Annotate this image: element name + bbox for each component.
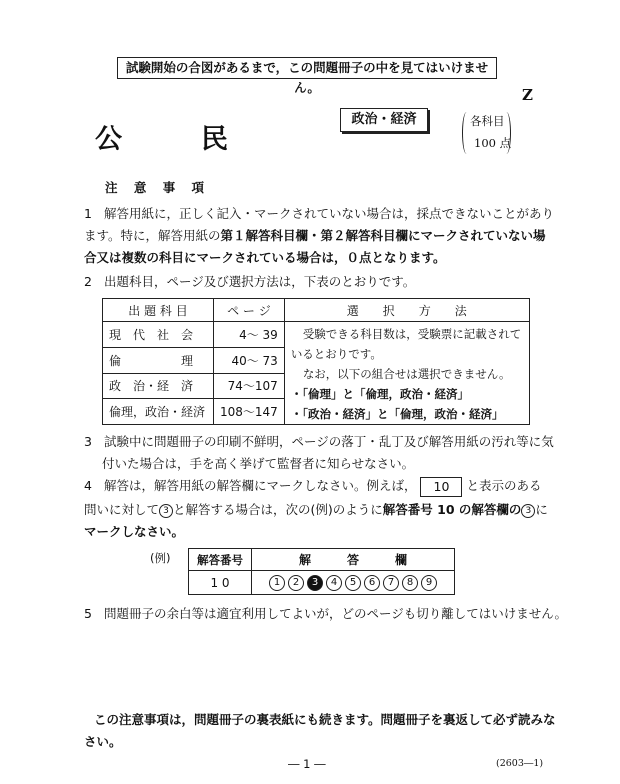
answer-bubble-5: 5 xyxy=(345,575,361,591)
table-row xyxy=(103,322,530,348)
note-1-line-2 xyxy=(84,226,546,244)
note-4-text-2d: に xyxy=(535,502,548,517)
note-5-text: 問題冊子の余白等は適宜利用してよいが，どのページも切り離してはいけません。 xyxy=(103,606,567,621)
note-1-line-3 xyxy=(84,248,446,266)
method-line-3: なお，以下の組合せは選択できません。 xyxy=(302,367,511,381)
table-cell-method xyxy=(284,322,529,425)
note-2-number: 2 xyxy=(84,274,92,289)
note-4-text-1b: と表示のある xyxy=(466,478,542,493)
note-1-text-3a: 合又は複数の科目にマークされている場合は， xyxy=(84,250,347,265)
table-cell-pages: 108〜147 xyxy=(214,399,285,425)
note-4-line-3: マークしなさい。 xyxy=(84,524,185,539)
variant-code: Z xyxy=(522,86,533,104)
answer-bubble-2: 2 xyxy=(288,575,304,591)
note-5-number: 5 xyxy=(84,606,92,621)
table-header-subject: 出 題 科 目 xyxy=(103,299,214,322)
example-label: (例) xyxy=(150,551,171,565)
notes-title: 注 意 事 項 xyxy=(105,180,211,195)
note-3-line-1 xyxy=(84,432,554,450)
points-label: 各科目 xyxy=(470,114,505,128)
table-header-method: 選 択 方 法 xyxy=(284,299,529,322)
table-cell-pages: 40〜 73 xyxy=(214,347,285,373)
answer-bubble-1: 1 xyxy=(269,575,285,591)
note-5-line xyxy=(84,604,567,622)
example-answer-number-box: 10 xyxy=(420,477,462,497)
answer-bubble-9: 9 xyxy=(421,575,437,591)
points-paren-right xyxy=(502,112,511,154)
continue-notice-1: この注意事項は，問題冊子の裏表紙にも続きます。問題冊子を裏返して必ず読みな xyxy=(94,712,556,727)
table-cell-subject: 現 代 社 会 xyxy=(103,322,214,348)
note-2-text: 出題科目，ページ及び選択方法は，下表のとおりです。 xyxy=(103,274,416,289)
subject-box: 政治・経済 xyxy=(340,108,428,132)
note-4-line-2 xyxy=(84,500,548,518)
answer-header-number: 解答番号 xyxy=(189,549,252,571)
note-4-text-2a: 問いに対して xyxy=(84,502,160,517)
method-line-4: ・「倫理」と「倫理，政治・経済」 xyxy=(290,387,470,401)
answer-bubbles-cell xyxy=(252,571,455,595)
table-cell-pages: 74〜107 xyxy=(214,373,285,399)
answer-header-row xyxy=(189,549,455,571)
table-cell-subject: 倫 理 xyxy=(103,347,214,373)
note-1-text-1: 解答用紙に，正しく記入・マークされていない場合は，採点できないことがあり xyxy=(103,206,554,221)
document-code: (2603―1) xyxy=(496,758,544,769)
note-3-number: 3 xyxy=(84,434,92,449)
subject-table-wrap xyxy=(102,298,530,425)
note-1-text-3b: ０点となります。 xyxy=(346,250,446,265)
continue-notice-2: さい。 xyxy=(84,734,122,749)
table-header-row xyxy=(103,299,530,322)
note-4-text-2c: 解答番号 10 の解答欄の xyxy=(382,502,522,517)
method-line-5: ・「政治・経済」と「倫理，政治・経済」 xyxy=(290,407,504,421)
subject-title-char1: 公 xyxy=(95,124,122,155)
table-cell-pages: 4〜 39 xyxy=(214,322,285,348)
answer-bubble-6: 6 xyxy=(364,575,380,591)
note-1-text-2a: ます。特に，解答用紙の xyxy=(84,228,221,243)
page-number: ― 1 ― xyxy=(288,757,326,771)
answer-bubble-7: 7 xyxy=(383,575,399,591)
note-4-text-1a: 解答は，解答用紙の解答欄にマークしなさい。例えば， xyxy=(103,478,417,493)
note-4-number: 4 xyxy=(84,478,92,493)
example-answer-table xyxy=(188,548,455,595)
note-2-line xyxy=(84,272,415,290)
answer-bubble-3-marked: 3 xyxy=(307,575,323,591)
note-3-text-1: 試験中に問題冊子の印刷不鮮明，ページの落丁・乱丁及び解答用紙の汚れ等に気 xyxy=(103,434,554,449)
note-1-number: 1 xyxy=(84,206,92,221)
method-line-2: いるとおりです。 xyxy=(290,347,382,361)
start-notice: 試験開始の合図があるまで，この問題冊子の中を見てはいけません。 xyxy=(117,57,497,79)
note-1-text-2b: 第１解答科目欄・第２解答科目欄にマークされていない場 xyxy=(220,228,546,243)
note-4-text-2b: と解答する場合は，次の(例)のように xyxy=(173,502,383,517)
table-header-pages: ペ ー ジ xyxy=(214,299,285,322)
note-4-line-1 xyxy=(84,476,541,497)
answer-header-column: 解 答 欄 xyxy=(252,549,455,571)
note-3-line-2: 付いた場合は，手を高く挙げて監督者に知らせなさい。 xyxy=(102,456,415,471)
subject-title-char2: 民 xyxy=(201,124,228,155)
note-1-line-1 xyxy=(84,204,554,222)
answer-bubble-4: 4 xyxy=(326,575,342,591)
circled-3-icon: 3 xyxy=(521,504,535,518)
subject-table xyxy=(102,298,530,425)
answer-bubble-8: 8 xyxy=(402,575,418,591)
answer-number-cell: 1 0 xyxy=(189,571,252,595)
points-value: 100 点 xyxy=(474,136,512,150)
table-cell-subject: 政 治・経 済 xyxy=(103,373,214,399)
table-cell-subject: 倫理，政治・経済 xyxy=(103,399,214,425)
answer-row xyxy=(189,571,455,595)
method-line-1: 受験できる科目数は，受験票に記載されて xyxy=(302,327,522,341)
circled-3-icon: 3 xyxy=(159,504,173,518)
